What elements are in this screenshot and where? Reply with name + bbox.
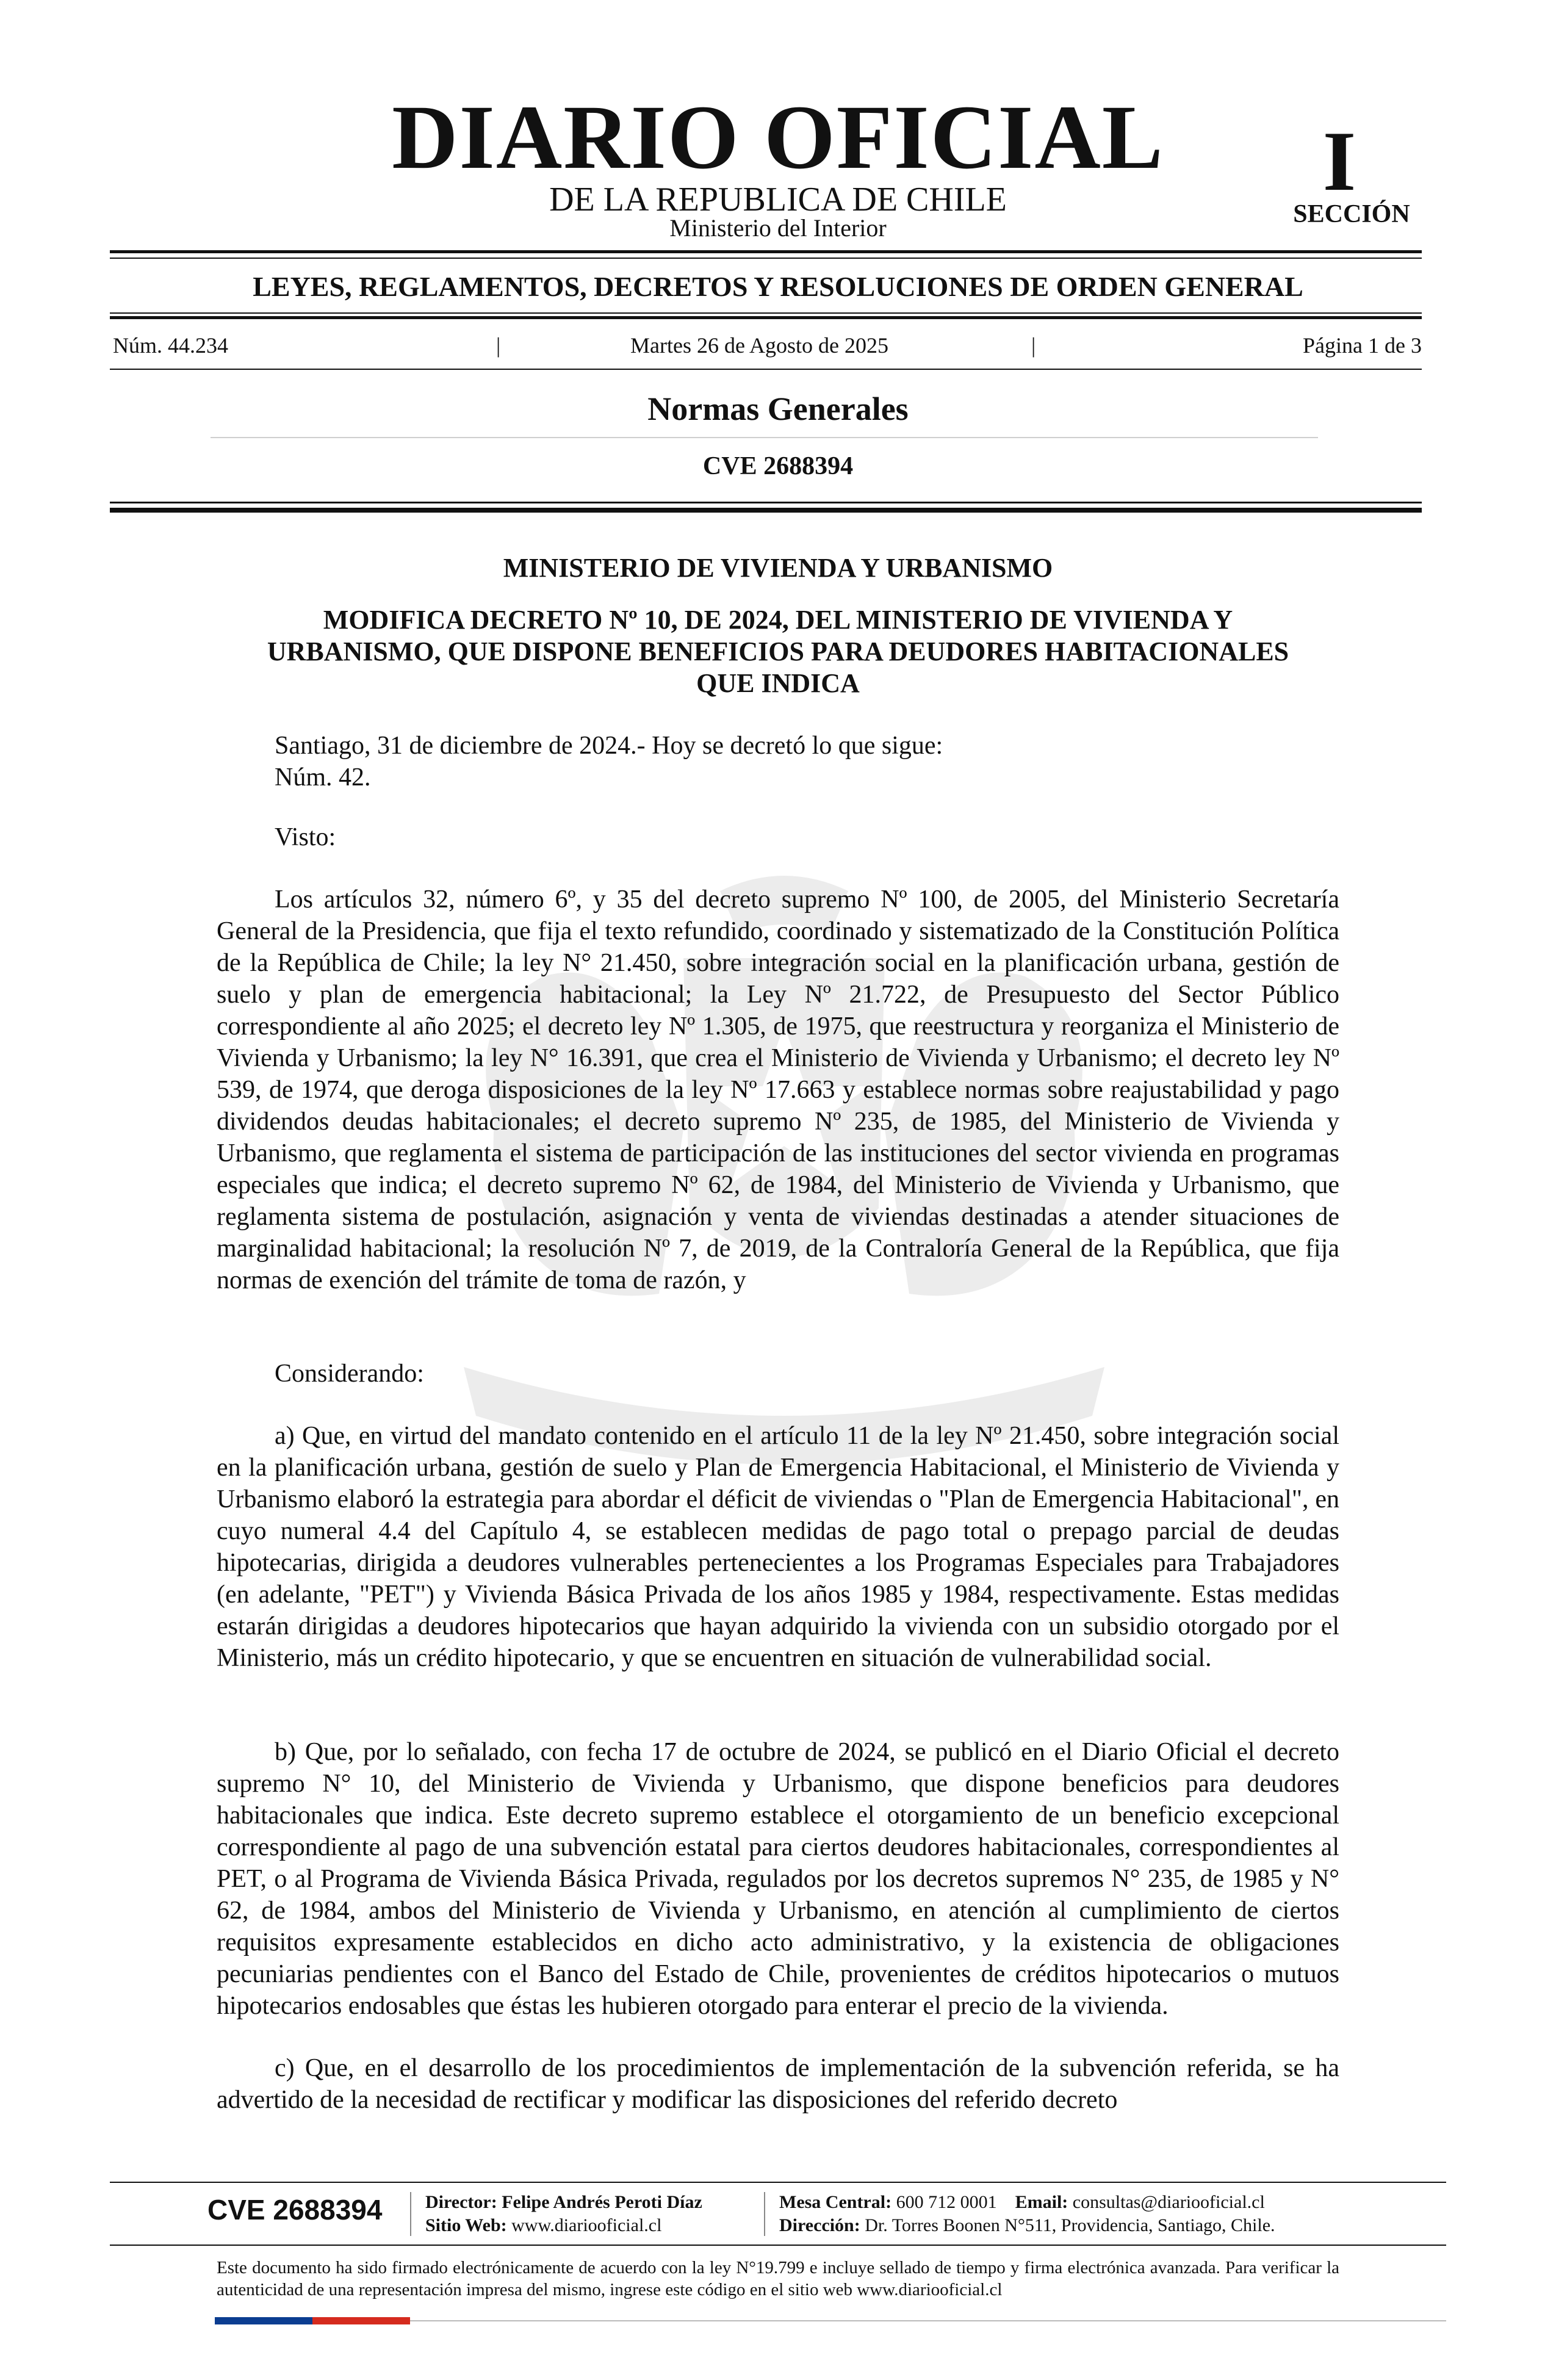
header-rule-thin: [110, 502, 1422, 503]
document-ministry: MINISTERIO DE VIVIENDA Y URBANISMO: [503, 553, 1053, 583]
issue-separator-2: |: [1031, 333, 1036, 358]
decree-title: [214, 604, 1342, 699]
masthead-title: DIARIO OFICIAL: [392, 87, 1164, 188]
footer-cve-code: CVE 2688394: [207, 2194, 383, 2226]
banner-rule-thick: [110, 316, 1422, 319]
issue-separator-1: |: [496, 333, 501, 358]
decree-number: Núm. 42.: [275, 763, 371, 792]
considerando-a: a) Que, en virtud del mandato contenido en el artículo 11 de la ley Nº 21.450, sobre integración social en la planificación urbana, gestión de suelo y Plan de Emergencia Habitacional, el Ministerio de Vivienda y Urbanismo elaboró la estrategia para abordar el déficit de viviendas o "Plan de Emergencia Habitacional", en cuyo numeral 4.4 del Capítulo 4, se establecen medidas de pago total o prepago parcial de deudas hipotecarias, dirigida a deudores vulnerables pertenecientes a los Programas Especiales para Trabajadores (en adelante, "PET") y Vivienda Básica Privada de los años 1985 y 1984, respectivamente. Estas medidas estarán dirigidas a deudores hipotecarios que hayan adquirido la vivienda con un subsidio otorgado por el Ministerio, más un crédito hipotecario, y que se encuentren en situación de vulnerabilidad social.: [217, 1422, 1339, 1672]
footer-rule-bottom: [410, 2320, 1446, 2321]
phone-value: 600 712 0001: [896, 2192, 997, 2212]
decree-title-line: MODIFICA DECRETO Nº 10, DE 2024, DEL MINISTERIO DE VIVIENDA Y: [323, 605, 1233, 635]
considerando-b: b) Que, por lo señalado, con fecha 17 de octubre de 2024, se publicó en el Diario Oficial el decreto supremo N° 10, del Ministerio de Vivienda y Urbanismo, que dispone beneficios para deudores habitacionales que indica. Este decreto supremo establece el otorgamiento de un beneficio excepcional correspondiente al pago de una subvención estatal para ciertos deudores habitacionales, correspondientes al PET, o al Programa de Vivienda Básica Privada, regulados por los decretos supremos N° 235, de 1985 y N° 62, de 1984, ambos del Ministerio de Vivienda y Urbanismo, en atención al cumplimiento de ciertos requisitos expresamente establecidos en dicho acto administrativo, y la existencia de obligaciones pecuniarias pendientes con el Banco del Estado de Chile, provenientes de créditos hipotecarios o mutuos hipotecarios endosables que éstas les hubieren otorgado para enterar el precio de la vivienda.: [217, 1738, 1339, 2020]
decree-title-line: QUE INDICA: [696, 668, 860, 698]
legal-notice: Este documento ha sido firmado electrónicamente de acuerdo con la ley N°19.799 e incluye sellado de tiempo y firma electrónica avanzada. Para verificar la autenticidad de una representación impresa del mismo, ingrese este código en el sitio web www.diariooficial.cl: [217, 2258, 1339, 2299]
footer-divider-1: [410, 2192, 411, 2236]
site-link[interactable]: www.diariooficial.cl: [511, 2215, 662, 2235]
cve-code: CVE 2688394: [702, 452, 854, 480]
masthead-ministry: Ministerio del Interior: [669, 214, 887, 242]
flag-stripe-red: [312, 2317, 410, 2324]
phone-label: Mesa Central:: [779, 2192, 892, 2212]
address-value: Dr. Torres Boonen N°511, Providencia, Santiago, Chile.: [865, 2215, 1275, 2235]
section-title-divider: [211, 437, 1318, 438]
site-label: Sitio Web:: [425, 2215, 507, 2235]
footer-contact-block: [779, 2191, 1275, 2237]
banner-rule-thin: [110, 312, 1422, 314]
issue-page: Página 1 de 3: [1303, 333, 1422, 358]
considerando-label: Considerando:: [275, 1360, 424, 1388]
decree-title-line: URBANISMO, QUE DISPONE BENEFICIOS PARA DEUDORES HABITACIONALES: [267, 636, 1289, 666]
section-number: I: [1322, 114, 1356, 209]
flag-stripe-blue: [215, 2317, 312, 2324]
director-name: Felipe Andrés Peroti Díaz: [502, 2192, 702, 2212]
visto-label: Visto:: [275, 823, 336, 851]
masthead-rule-thin: [110, 258, 1422, 259]
director-label: Director:: [425, 2192, 497, 2212]
place-date: Santiago, 31 de diciembre de 2024.- Hoy se decretó lo que sigue:: [275, 732, 943, 760]
masthead-subtitle: DE LA REPUBLICA DE CHILE: [549, 181, 1007, 218]
issue-number: Núm. 44.234: [113, 333, 228, 358]
footer-rule-top: [110, 2182, 1446, 2183]
section-title: Normas Generales: [647, 391, 909, 427]
email-link[interactable]: consultas@diariooficial.cl: [1072, 2192, 1265, 2212]
footer-rule-mid: [110, 2245, 1446, 2246]
laws-banner: LEYES, REGLAMENTOS, DECRETOS Y RESOLUCIONES DE ORDEN GENERAL: [253, 271, 1303, 302]
issue-date: Martes 26 de Agosto de 2025: [630, 333, 888, 358]
header-rule-thick: [110, 508, 1422, 513]
email-label: Email:: [1015, 2192, 1068, 2212]
section-label: SECCIÓN: [1293, 200, 1410, 228]
footer-director-block: [425, 2191, 702, 2237]
considerando-c: c) Que, en el desarrollo de los procedimientos de implementación de la subvención referida, se ha advertido de la necesidad de rectificar y modificar las disposiciones del referido decreto: [217, 2054, 1339, 2114]
issue-rule: [110, 369, 1422, 370]
masthead-rule-thick: [110, 250, 1422, 253]
visto-paragraph: Los artículos 32, número 6º, y 35 del decreto supremo Nº 100, de 2005, del Ministerio Secretaría General de la Presidencia, que fija el texto refundido, coordinado y sistematizado de la Constitución Política de la República de Chile; la ley N° 21.450, sobre integración social en la planificación urbana, gestión de suelo y plan de emergencia habitacional; la Ley Nº 21.722, de Presupuesto del Sector Público correspondiente al año 2025; el decreto ley Nº 1.305, de 1975, que reestructura y reorganiza el Ministerio de Vivienda y Urbanismo; la ley N° 16.391, que crea el Ministerio de Vivienda y Urbanismo; el decreto ley Nº 539, de 1974, que deroga disposiciones de la ley Nº 17.663 y establece normas sobre reajustabilidad y pago dividendos deudas habitacionales; el decreto supremo Nº 235, de 1985, del Ministerio de Vivienda y Urbanismo, que reglamenta el sistema de participación de las instituciones del sector vivienda en programas especiales que indica; el decreto supremo Nº 62, de 1984, del Ministerio de Vivienda y Urbanismo, que reglamenta sistema de postulación, asignación y venta de viviendas destinadas a atender situaciones de marginalidad habitacional; la resolución Nº 7, de 2019, de la Contraloría General de la República, que fija normas de exención del trámite de toma de razón, y: [217, 885, 1339, 1294]
address-label: Dirección:: [779, 2215, 860, 2235]
footer-divider-2: [764, 2192, 765, 2236]
